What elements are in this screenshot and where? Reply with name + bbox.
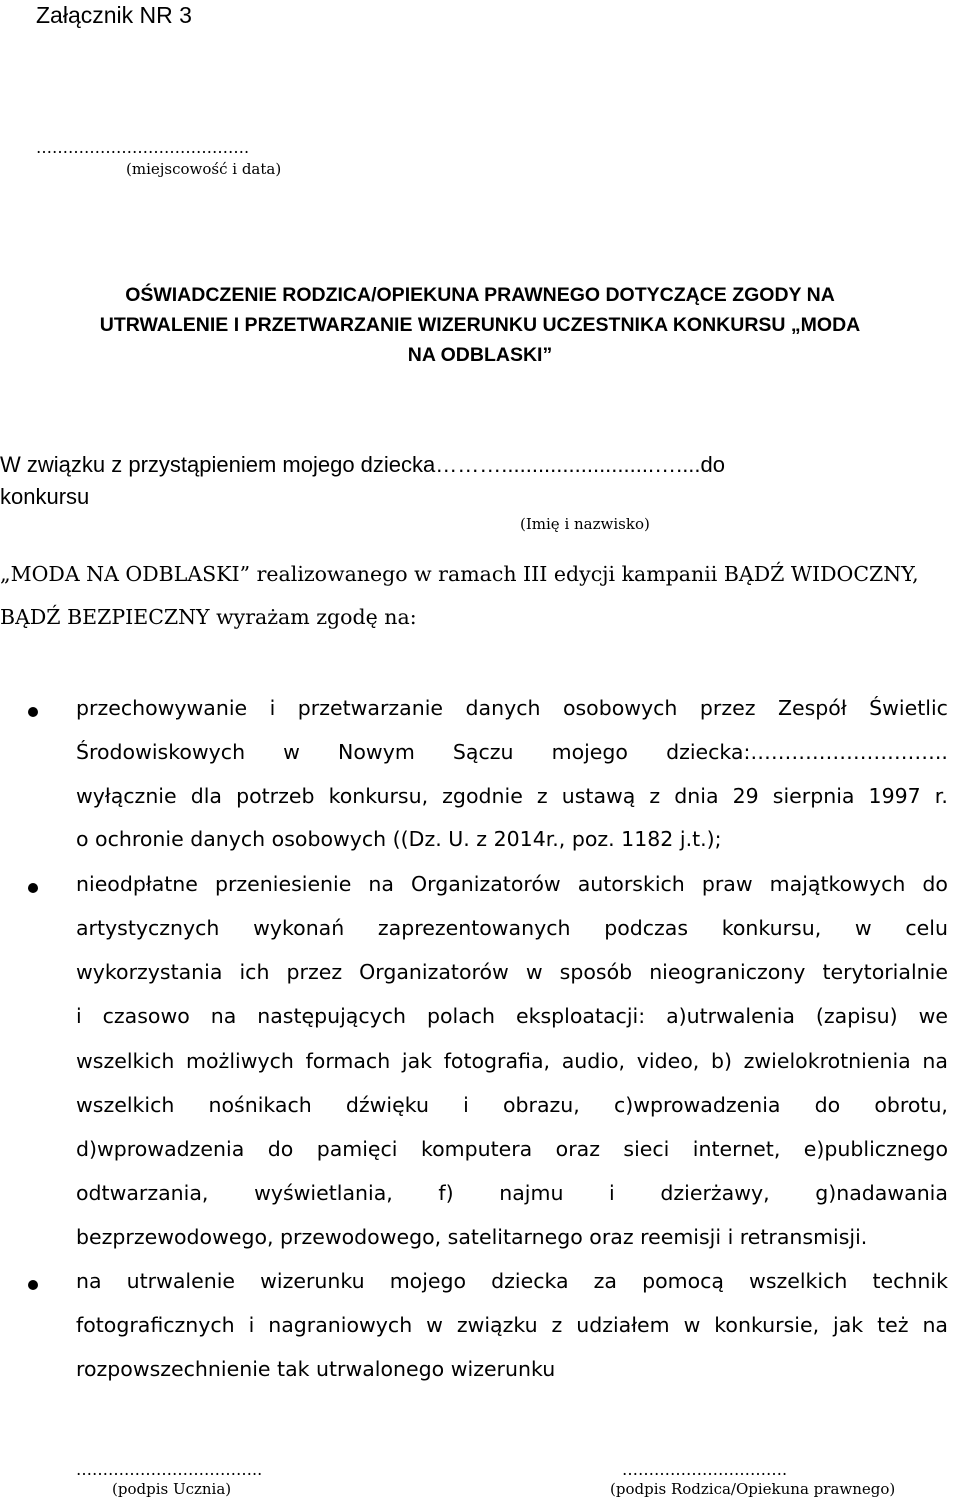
word: w bbox=[854, 916, 872, 940]
word: c)wprowadzenia bbox=[613, 1093, 781, 1117]
word: osobowych bbox=[562, 696, 678, 720]
word: nieograniczony bbox=[649, 960, 806, 984]
word: konkursie, bbox=[714, 1313, 820, 1337]
bullet-3-line-1 bbox=[76, 1269, 948, 1293]
word: zgodnie bbox=[442, 784, 523, 808]
word: celu bbox=[905, 916, 948, 940]
word: a)utrwalenia bbox=[666, 1004, 795, 1028]
bullet-2-line-2 bbox=[76, 916, 948, 940]
word: do bbox=[922, 872, 948, 896]
word: Nowym bbox=[338, 740, 415, 764]
bullet-2-line-7 bbox=[76, 1137, 948, 1161]
word: technik bbox=[872, 1269, 948, 1293]
word: dziecka bbox=[491, 1269, 569, 1293]
word: o ochronie danych osobowych ((Dz. U. z 2014r., poz. 1182 j.t.); bbox=[76, 827, 722, 851]
word: praw bbox=[701, 872, 753, 896]
word: utrwalenie bbox=[126, 1269, 236, 1293]
parent-signature-label: (podpis Rodzica/Opiekuna prawnego) bbox=[610, 1480, 896, 1498]
word: przeniesienie bbox=[214, 872, 352, 896]
parent-signature-dots: …………………………. bbox=[622, 1460, 788, 1479]
word: z bbox=[551, 1313, 563, 1337]
word: Środowiskowych bbox=[76, 740, 246, 764]
student-signature-label: (podpis Ucznia) bbox=[112, 1480, 232, 1498]
word: pamięci bbox=[316, 1137, 398, 1161]
bullet-dot bbox=[28, 883, 38, 893]
word: jak bbox=[401, 1049, 433, 1073]
bullet-2-line-8 bbox=[76, 1181, 948, 1205]
word: Świetlic bbox=[869, 696, 948, 720]
word: Zespół bbox=[777, 696, 847, 720]
bullet-2-line-1 bbox=[76, 872, 948, 896]
consent-paragraph-line-2: BĄDŹ BEZPIECZNY wyrażam zgodę na: bbox=[0, 605, 417, 629]
word: z bbox=[536, 784, 548, 808]
word: mojego bbox=[389, 1269, 467, 1293]
word: na bbox=[368, 872, 394, 896]
word: Organizatorów bbox=[359, 960, 509, 984]
word: w bbox=[283, 740, 300, 764]
bullet-1-line-1 bbox=[76, 696, 948, 720]
word: do bbox=[267, 1137, 294, 1161]
word: potrzeb bbox=[236, 784, 315, 808]
word: wyłącznie bbox=[76, 784, 177, 808]
word: jak bbox=[833, 1313, 864, 1337]
word: terytorialnie bbox=[822, 960, 948, 984]
word: sposób bbox=[559, 960, 633, 984]
bullet-dot bbox=[28, 707, 38, 717]
word: sierpnia bbox=[772, 784, 855, 808]
word: w bbox=[426, 1313, 443, 1337]
place-date-dots: …………………………………. bbox=[36, 138, 250, 157]
word: dzierżawy, bbox=[660, 1181, 770, 1205]
word: (zapisu) bbox=[815, 1004, 898, 1028]
word: w bbox=[683, 1313, 701, 1337]
word: na bbox=[922, 1313, 948, 1337]
word: w bbox=[525, 960, 543, 984]
word: też bbox=[877, 1313, 909, 1337]
word: przez bbox=[286, 960, 343, 984]
word: z bbox=[649, 784, 661, 808]
word: obrazu, bbox=[502, 1093, 580, 1117]
bullet-3-line-2 bbox=[76, 1313, 948, 1337]
word: danych bbox=[465, 696, 541, 720]
word: przechowywanie bbox=[76, 696, 248, 720]
word: b) bbox=[710, 1049, 732, 1073]
word: wszelkich bbox=[749, 1269, 848, 1293]
word: f) bbox=[438, 1181, 454, 1205]
word: obrotu, bbox=[874, 1093, 948, 1117]
word: wszelkich bbox=[76, 1049, 175, 1073]
word: możliwych bbox=[186, 1049, 294, 1073]
word: we bbox=[918, 1004, 948, 1028]
word: sieci bbox=[623, 1137, 670, 1161]
word: zaprezentowanych bbox=[377, 916, 571, 940]
word: artystycznych bbox=[76, 916, 220, 940]
student-signature-dots: …………………………….. bbox=[76, 1460, 263, 1479]
word: pomocą bbox=[642, 1269, 724, 1293]
word: odtwarzania, bbox=[76, 1181, 209, 1205]
word: polach bbox=[426, 1004, 496, 1028]
word: na bbox=[76, 1269, 102, 1293]
word: wykorzystania bbox=[76, 960, 223, 984]
word: mojego bbox=[551, 740, 628, 764]
word: 29 bbox=[732, 784, 759, 808]
bullet-3-line-3 bbox=[76, 1357, 948, 1381]
word: na bbox=[210, 1004, 237, 1028]
word: fotografia, bbox=[443, 1049, 551, 1073]
word: wyświetlania, bbox=[254, 1181, 393, 1205]
word: wizerunku bbox=[260, 1269, 365, 1293]
word: d)wprowadzenia bbox=[76, 1137, 245, 1161]
word: przetwarzanie bbox=[297, 696, 444, 720]
word: Sączu bbox=[452, 740, 514, 764]
bullet-1-line-2 bbox=[76, 740, 948, 764]
word: nośnikach bbox=[208, 1093, 312, 1117]
word: i bbox=[463, 1093, 469, 1117]
word: udziałem bbox=[576, 1313, 670, 1337]
bullet-2-line-5 bbox=[76, 1049, 948, 1073]
word: wszelkich bbox=[76, 1093, 175, 1117]
word: nagraniowych bbox=[268, 1313, 413, 1337]
bullet-1-line-4 bbox=[76, 827, 948, 851]
word: następujących bbox=[257, 1004, 407, 1028]
word: podczas bbox=[604, 916, 689, 940]
word: ich bbox=[239, 960, 270, 984]
attachment-number: Załącznik NR 3 bbox=[36, 2, 192, 28]
word: audio, bbox=[561, 1049, 626, 1073]
name-label: (Imię i nazwisko) bbox=[520, 515, 650, 533]
word: formach bbox=[305, 1049, 391, 1073]
word: majątkowych bbox=[769, 872, 906, 896]
word: związku bbox=[456, 1313, 538, 1337]
bullet-2-line-3 bbox=[76, 960, 948, 984]
word: e)publicznego bbox=[803, 1137, 948, 1161]
word: i bbox=[248, 1313, 255, 1337]
word: zwielokrotnienia bbox=[743, 1049, 911, 1073]
word: nieodpłatne bbox=[76, 872, 198, 896]
word: na bbox=[922, 1049, 948, 1073]
word: dnia bbox=[674, 784, 719, 808]
word: konkursu, bbox=[328, 784, 429, 808]
word: i bbox=[609, 1181, 615, 1205]
place-date-label: (miejscowość i data) bbox=[126, 160, 282, 178]
word: oraz bbox=[555, 1137, 600, 1161]
word: dźwięku bbox=[345, 1093, 429, 1117]
bullet-2-line-4 bbox=[76, 1004, 948, 1028]
document-title-line-1: OŚWIADCZENIE RODZICA/OPIEKUNA PRAWNEGO DOTYCZĄCE ZGODY NA bbox=[125, 284, 835, 306]
word: 1997 bbox=[868, 784, 921, 808]
word: fotograficznych bbox=[76, 1313, 235, 1337]
bullet-2-line-6 bbox=[76, 1093, 948, 1117]
word: ustawą bbox=[561, 784, 636, 808]
bullet-1-line-3 bbox=[76, 784, 948, 808]
word: i bbox=[76, 1004, 82, 1028]
document-title-line-2: UTRWALENIE I PRZETWARZANIE WIZERUNKU UCZESTNIKA KONKURSU „MODA bbox=[99, 314, 861, 336]
word: video, bbox=[636, 1049, 700, 1073]
word: autorskich bbox=[577, 872, 685, 896]
word: do bbox=[814, 1093, 841, 1117]
word: r. bbox=[934, 784, 948, 808]
document-title-line-3: NA ODBLASKI” bbox=[407, 344, 553, 366]
word: konkursu, bbox=[721, 916, 822, 940]
word: g)nadawania bbox=[815, 1181, 948, 1205]
word: i bbox=[269, 696, 276, 720]
word: dla bbox=[190, 784, 222, 808]
bullet-2-line-9 bbox=[76, 1225, 948, 1249]
word: dziecka:……………………….. bbox=[666, 740, 948, 764]
word: rozpowszechnienie tak utrwalonego wizerunku bbox=[76, 1357, 556, 1381]
word: najmu bbox=[499, 1181, 564, 1205]
intro-line-2: konkursu bbox=[0, 484, 90, 509]
word: przez bbox=[699, 696, 756, 720]
word: eksploatacji: bbox=[515, 1004, 646, 1028]
word: bezprzewodowego, przewodowego, satelitarnego oraz reemisji i retransmisji. bbox=[76, 1225, 868, 1249]
consent-paragraph-line-1: „MODA NA ODBLASKI” realizowanego w ramach III edycji kampanii BĄDŹ WIDOCZNY, bbox=[0, 562, 919, 586]
word: czasowo bbox=[102, 1004, 190, 1028]
word: komputera bbox=[420, 1137, 533, 1161]
word: wykonań bbox=[253, 916, 345, 940]
intro-line-1: W związku z przystąpieniem mojego dziecka……….........................…....do bbox=[0, 452, 726, 477]
word: Organizatorów bbox=[411, 872, 561, 896]
word: za bbox=[593, 1269, 617, 1293]
word: internet, bbox=[692, 1137, 781, 1161]
bullet-dot bbox=[28, 1280, 38, 1290]
